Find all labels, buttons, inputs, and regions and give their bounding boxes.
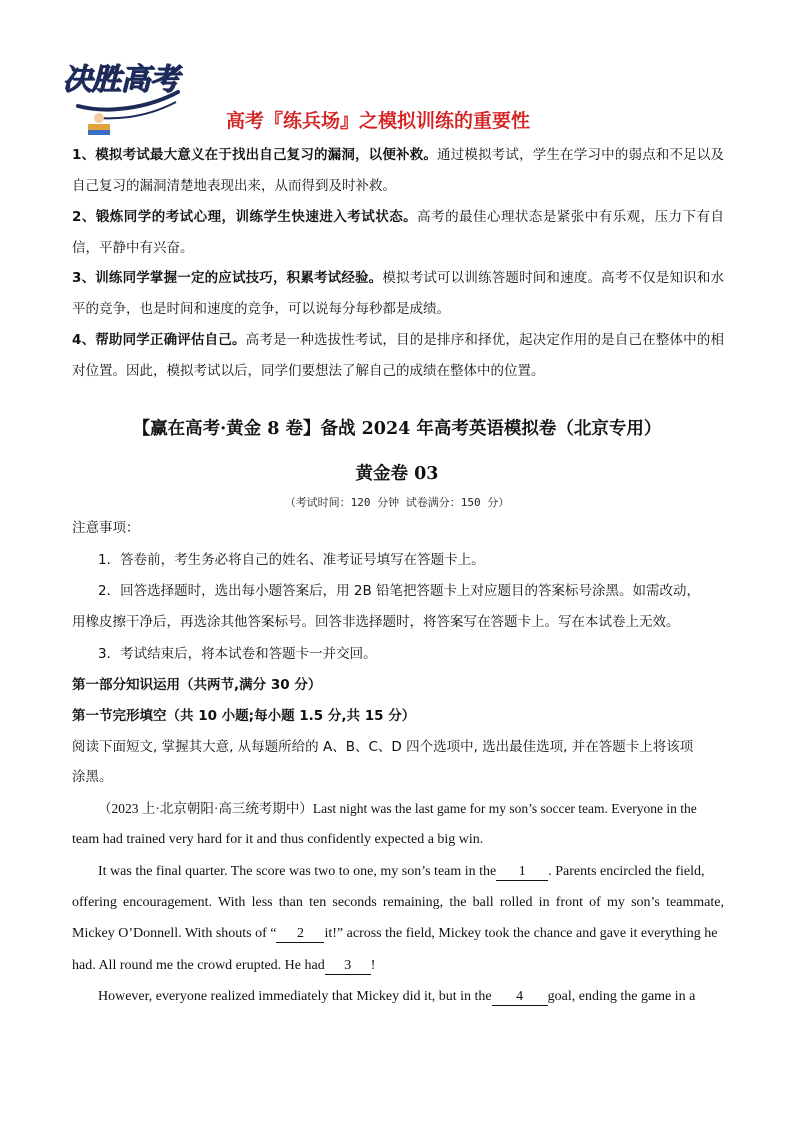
logo-swoosh-graphic (58, 84, 188, 144)
brand-logo (58, 54, 188, 144)
promo-item-2 (72, 202, 724, 264)
logo-text: 决胜高考 (62, 62, 178, 97)
promo-item-1 (72, 140, 724, 202)
passage-text: Mickey O’Donnell. With shouts of “ (72, 926, 277, 941)
note-2-line2: 用橡皮擦干净后，再选涂其他答案标号。回答非选择题时，将答案写在答题卡上。写在本试卷上无效。 (72, 614, 680, 630)
blank-3: 3 (325, 958, 371, 975)
part-heading: 第一部分知识运用（共两节,满分 30 分） (72, 677, 322, 693)
blank-2: 2 (276, 926, 324, 943)
note-1: 1．答卷前，考生务必将自己的姓名、准考证号填写在答题卡上。 (98, 552, 485, 568)
passage-text: ! (370, 958, 376, 973)
passage-line: team had trained very hard for it and thus confidently expected a big win. (72, 832, 484, 847)
promo-item-bold: 3、训练同学掌握一定的应试技巧，积累考试经验。 (72, 270, 383, 286)
promo-title: 高考『练兵场』之模拟训练的重要性 (226, 110, 531, 132)
note-3: 3．考试结束后，将本试卷和答题卡一并交回。 (98, 646, 377, 662)
passage-line: （2023 上·北京朝阳·高三统考期中）Last night was the last game for my son’s soccer team. Everyone in the (98, 801, 697, 816)
exam-info: （考试时间：120 分钟 试卷满分：150 分） (284, 496, 510, 509)
passage-line (72, 950, 724, 981)
promo-item-bold: 4、帮助同学正确评估自己。 (72, 332, 246, 348)
promo-item-bold: 1、模拟考试最大意义在于找出自己复习的漏洞，以便补救。 (72, 147, 438, 163)
instructions-line2: 涂黑。 (72, 769, 113, 785)
promo-item-text: 通过模拟考试，学生在学习中的弱点和不足以及自己复习的漏洞清楚地表现出来，从而得到及时补救。 (72, 147, 724, 194)
passage-line (72, 918, 724, 949)
section-heading: 第一节完形填空（共 10 小题;每小题 1.5 分,共 15 分） (72, 708, 416, 724)
passage-text: it!” across the field, Mickey took the chance and gave it everything he (324, 926, 718, 941)
promo-item-bold: 2、锻炼同学的考试心理，训练学生快速进入考试状态。 (72, 209, 418, 225)
instructions-line1: 阅读下面短文, 掌握其大意, 从每题所给的 A、B、C、D 四个选项中, 选出最佳选项, 并在答题卡上将该项 (72, 739, 694, 755)
exam-subtitle: 黄金卷 03 (355, 464, 439, 484)
blank-1: 1 (496, 864, 548, 881)
exam-title: 【赢在高考·黄金 8 卷】备战 2024 年高考英语模拟卷（北京专用） (132, 419, 662, 439)
promo-item-text: 高考是一种选拔性考试，目的是排序和择优，起决定作用的是自己在整体中的相对位置。因此，模拟考试以后，同学们要想法了解自己的成绩在整体中的位置。 (72, 332, 724, 379)
note-2-line1: 2．回答选择题时，选出每小题答案后，用 2B 铅笔把答题卡上对应题目的答案标号涂黑。如需改动， (98, 583, 701, 599)
passage-text: goal, ending the game in a (547, 989, 696, 1004)
passage-text: However, everyone realized immediately that Mickey did it, but in the (98, 989, 492, 1004)
promo-item-3 (72, 263, 724, 325)
passage-line: offering encouragement. With less than ten seconds remaining, the ball rolled in front of my son’s teammate, (72, 895, 724, 910)
promo-item-text: 高考的最佳心理状态是紧张中有乐观，压力下有自信，平静中有兴奋。 (72, 209, 724, 256)
notes-heading: 注意事项： (72, 520, 140, 536)
passage-text: . Parents encircled the field, (548, 864, 705, 879)
passage-line (72, 981, 724, 1012)
promo-item-4 (72, 325, 724, 387)
passage-text: had. All round me the crowd erupted. He had (72, 958, 325, 973)
blank-4: 4 (492, 989, 548, 1006)
promo-item-text: 模拟考试可以训练答题时间和速度。高考不仅是知识和水平的竞争，也是时间和速度的竞争，可以说每分每秒都是成绩。 (72, 270, 724, 317)
passage-line (72, 856, 724, 887)
passage-text: It was the final quarter. The score was two to one, my son’s team in the (98, 864, 497, 879)
